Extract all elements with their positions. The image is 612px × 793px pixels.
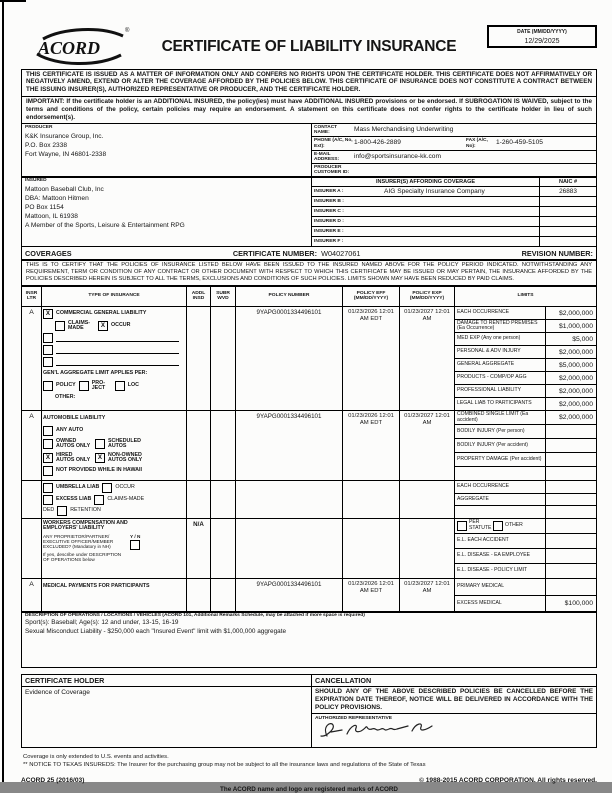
insurer-d-naic [539, 217, 596, 226]
umbrella-occur-checkbox [102, 483, 112, 493]
limit-value [546, 564, 596, 578]
date-value: 12/29/2025 [524, 38, 560, 45]
limit-name: LEGAL LIAB TO PARTICIPANTS [455, 398, 546, 410]
certificate-holder-content: Evidence of Coverage [22, 687, 312, 747]
limit-value [546, 549, 596, 563]
col-header-addl-insd: ADDL INSD [187, 286, 211, 306]
contact-name-label: CONTACT NAME: [314, 124, 338, 136]
wc-type-cell [42, 519, 187, 578]
wc-statute-row [455, 519, 546, 533]
certificate-number-label: CERTIFICATE NUMBER: [232, 248, 318, 258]
footnote-line: ** NOTICE TO TEXAS INSUREDS: The Insurer for the purchasing group may not be subject to all the insurance laws and regulations of the State of Texas [23, 761, 426, 768]
col-header-policy-eff: POLICY EFF (MM/DD/YYYY) [343, 286, 400, 306]
medical-payments-section [22, 579, 596, 612]
excess-claims-made-checkbox [94, 495, 104, 505]
excess-liab-label: EXCESS LIAB [56, 495, 92, 502]
col-header-limits: LIMITS [517, 293, 534, 299]
medical-limits [455, 579, 596, 612]
wc-if-yes-label: If yes, describe under DESCRIPTION OF OPERATIONS below [43, 552, 122, 563]
insured-block [22, 177, 312, 246]
limit-value: $2,000,000 [558, 309, 593, 317]
wc-excluded-checkbox [130, 540, 140, 550]
gl-occur-label: OCCUR [111, 322, 131, 329]
form-footer [21, 777, 597, 784]
limit-value: $2,000,000 [558, 400, 593, 408]
gl-subr-cell [211, 307, 236, 410]
auto-title: AUTOMOBILE LIABILITY [43, 414, 106, 421]
coverage-table-header [22, 286, 596, 307]
wc-na-cell [187, 519, 211, 578]
limit-name: E.L. EACH ACCIDENT [455, 534, 546, 548]
insurers-header: INSURER(S) AFFORDING COVERAGE [375, 178, 476, 185]
gl-addl-cell [187, 307, 211, 410]
gl-project-option: PRO-JECT [91, 379, 106, 392]
registered-mark: ® [125, 28, 130, 34]
insured-line: A Member of the Sports, Leisure & Entertainment RPG [25, 222, 185, 230]
medical-insr-letter: A [22, 579, 42, 612]
date-box [487, 25, 597, 48]
auto-non-owned-label: NON-OWNED AUTOS ONLY [108, 451, 143, 464]
medical-type-cell [42, 579, 187, 612]
limit-value: $2,000,000 [558, 348, 593, 356]
gl-type-cell [42, 307, 187, 410]
email-row [312, 151, 596, 164]
limit-value [546, 506, 596, 518]
umbrella-addl-cell [187, 481, 211, 518]
insured-line: PO Box 1154 [25, 204, 64, 212]
col-header-insr-ltr: INSR LTR [22, 286, 42, 306]
insurers-table [312, 177, 596, 246]
medical-policy-eff: 01/23/2026 12:01 AM EDT [343, 579, 400, 612]
limit-value: $1,000,000 [558, 322, 593, 330]
insurer-b-naic [539, 197, 596, 206]
auto-hawaii-label: NOT PROVIDED WHILE IN HAWAII [56, 467, 142, 474]
insurer-c-naic [539, 207, 596, 216]
limit-name: E.L. DISEASE - POLICY LIMIT [455, 564, 546, 578]
producer-line: K&K Insurance Group, Inc. [25, 133, 104, 141]
footnotes [21, 754, 597, 768]
auto-any-auto-label: ANY AUTO [56, 427, 84, 434]
date-label: DATE (MM/DD/YYYY) [517, 29, 567, 35]
insured-address [25, 185, 308, 230]
umbrella-insr-letter [22, 481, 42, 518]
auto-subr-cell [211, 411, 236, 480]
limit-name: AGGREGATE [455, 494, 546, 506]
insurer-row-c [312, 207, 596, 217]
certify-text: THIS IS TO CERTIFY THAT THE POLICIES OF INSURANCE LISTED BELOW HAVE BEEN ISSUED TO THE INSURED NAMED ABOVE FOR THE POLICY PERIOD INDICATED. NOTWITHSTANDING ANY REQUIREMENT, TERM OR CONDITION OF ANY CONTRACT OR OTHER DOCUMENT WITH RESPECT TO WHICH THIS CERTIFICATE MAY BE ISSUED OR MAY PERTAIN, THE INSURANCE AFFORDED BY THE POLICIES DESCRIBED HEREIN IS SUBJECT TO ALL THE TERMS, EXCLUSIONS AND CONDITIONS OF SUCH POLICIES. LIMITS SHOWN MAY HAVE BEEN REDUCED BY PAID CLAIMS. [26, 262, 592, 283]
umbrella-type-cell [42, 481, 187, 518]
limit-value: $2,000,000 [558, 414, 593, 422]
description-body [22, 619, 596, 667]
trademark-notice: The ACORD name and logo are registered marks of ACORD [220, 785, 398, 793]
certificate-number-value: W04027061 [321, 248, 361, 258]
limit-value [546, 453, 596, 466]
wc-title: WORKERS COMPENSATION AND EMPLOYERS' LIABILITY [43, 520, 128, 532]
gl-policy-number: 9YAPG0001334496101 [236, 307, 343, 410]
producer-customer-id-row [312, 164, 596, 176]
producer-block [22, 124, 312, 177]
phone-fax-row [312, 137, 596, 150]
gl-policy-eff: 01/23/2026 12:01 AM EDT [343, 307, 400, 410]
wc-yn-label: Y / N [130, 533, 141, 539]
gl-loc-checkbox [115, 381, 125, 391]
limit-value [546, 467, 596, 480]
form-number: ACORD 25 (2016/03) [21, 776, 85, 784]
umbrella-occur-label: OCCUR [115, 484, 135, 491]
insured-line: Mattoon Baseball Club, Inc [25, 186, 104, 194]
limit-name: PROFESSIONAL LIABILITY [455, 385, 546, 397]
wc-per-statute-label: PER STATUTE [469, 519, 492, 531]
insurer-a-name: AIG Specialty Insurance Company [384, 188, 485, 196]
auto-addl-cell [187, 411, 211, 480]
wc-subr-cell [211, 519, 236, 578]
general-liability-section [22, 307, 596, 411]
gl-policy-checkbox [43, 381, 53, 391]
auto-hired-label: HIRED AUTOS ONLY [56, 451, 91, 464]
gl-blank-checkbox [43, 333, 53, 343]
limit-name: PRIMARY MEDICAL [455, 579, 546, 595]
acord-form [21, 24, 597, 793]
gl-aggregate-applies-label: GEN'L AGGREGATE LIMIT APPLIES PER: [43, 370, 148, 377]
contact-name-row [312, 124, 596, 137]
gl-project-checkbox [79, 381, 89, 391]
certificate-holder-header: CERTIFICATE HOLDER [22, 675, 312, 686]
gl-limits [455, 307, 596, 410]
excess-claims-made-label: CLAIMS-MADE [107, 495, 145, 502]
cancellation-header: CANCELLATION [315, 676, 372, 686]
umbrella-policy-number [236, 481, 343, 518]
col-header-subr-wvd: SUBR WVD [211, 286, 236, 306]
limit-name: EACH OCCURRENCE [455, 307, 546, 319]
limit-value: $100,000 [564, 600, 593, 608]
limit-value [546, 425, 596, 438]
auto-non-owned-checkbox: X [95, 453, 105, 463]
umbrella-policy-eff [343, 481, 400, 518]
form-header [21, 24, 597, 70]
limit-value [546, 494, 596, 506]
producer-label: PRODUCER [25, 124, 53, 130]
holder-cancellation-section [21, 674, 597, 748]
auto-scheduled-label: SCHEDULED AUTOS [108, 437, 141, 450]
insurer-b-label: INSURER B : [314, 199, 344, 205]
wc-proprietor-label: ANY PROPRIETOR/PARTNER/ EXECUTIVE OFFICER/MEMBER EXCLUDED? (Mandatory in NH) [43, 533, 114, 550]
insurer-row-a [312, 187, 596, 197]
umbrella-subr-cell [211, 481, 236, 518]
gl-loc-option: LOC [127, 382, 139, 389]
insurer-row-e [312, 227, 596, 237]
umbrella-policy-exp [400, 481, 455, 518]
limit-name: PROPERTY DAMAGE (Per accident) [455, 453, 546, 466]
disclaimer-text: THIS CERTIFICATE IS ISSUED AS A MATTER OF INFORMATION ONLY AND CONFERS NO RIGHTS UPON THE CERTIFICATE HOLDER. THIS CERTIFICATE DOES NOT AFFIRMATIVELY OR NEGATIVELY AMEND, EXTEND OR ALTER THE COVERAGE AFFORDED BY THE POLICIES BELOW. THIS CERTIFICATE OF INSURANCE DOES NOT CONSTITUTE A CONTRACT BETWEEN THE ISSUING INSURER(S), AUTHORIZED REPRESENTATIVE OR PRODUCER, AND THE CERTIFICATE HOLDER. [26, 70, 592, 94]
wc-other-checkbox [493, 521, 503, 531]
signature [312, 719, 596, 746]
insured-insurers-section [21, 176, 597, 247]
description-line: Sexual Misconduct Liability - $250,000 each "Insured Event" limit with $1,000,000 aggregate [25, 627, 287, 635]
email-value: info@sportsinsurance-kk.com [354, 152, 441, 160]
signature-icon [315, 719, 465, 741]
gl-occur-checkbox: X [98, 321, 108, 331]
gl-blank-line [56, 334, 179, 342]
acord-logo-text: ACORD [38, 38, 101, 58]
description-header: DESCRIPTION OF OPERATIONS / LOCATIONS / VEHICLES (ACORD 101, Additional Remarks Schedule, may be attached if more space is required) [25, 613, 365, 619]
fax-label: FAX (A/C, No): [466, 138, 488, 149]
auto-owned-checkbox [43, 439, 53, 449]
medical-policy-exp: 01/23/2027 12:01 AM [400, 579, 455, 612]
important-text: IMPORTANT: If the certificate holder is an ADDITIONAL INSURED, the policy(ies) must have ADDITIONAL INSURED provisions or be endorsed. If SUBROGATION IS WAIVED, subject to the terms and conditions of the policy, certain policies may require an endorsement. A statement on this certificate does not confer rights to the certificate holder in lieu of such endorsement(s). [26, 97, 592, 121]
disclaimer-box [21, 69, 597, 98]
certificate-number [233, 249, 361, 258]
limit-name: EACH OCCURRENCE [455, 481, 546, 493]
contact-block [312, 124, 596, 177]
wc-policy-number [236, 519, 343, 578]
auto-policy-eff: 01/23/2026 12:01 AM EDT [343, 411, 400, 480]
scan-top-line [0, 0, 26, 2]
medical-policy-number: 9YAPG0001334496101 [236, 579, 343, 612]
auto-owned-label: OWNED AUTOS ONLY [56, 437, 91, 450]
automobile-liability-section [22, 411, 596, 481]
gl-insr-letter: A [22, 307, 42, 410]
gl-other-label: OTHER: [55, 394, 76, 401]
gl-policy-exp: 01/23/2027 12:01 AM [400, 307, 455, 410]
contact-name-value: Mass Merchandising Underwriting [354, 125, 454, 133]
wc-policy-exp [400, 519, 455, 578]
insurers-header-row [312, 177, 596, 187]
limit-name: PRODUCTS - COMP/OP AGG [455, 372, 546, 384]
gl-blank-line [56, 346, 179, 354]
auto-scheduled-checkbox [95, 439, 105, 449]
important-box [21, 96, 597, 125]
medical-addl-cell [187, 579, 211, 612]
auto-policy-exp: 01/23/2027 12:01 AM [400, 411, 455, 480]
limit-value: $5,000,000 [558, 361, 593, 369]
scan-edge-line [2, 0, 4, 782]
description-of-operations-section [21, 611, 597, 668]
gl-blank-checkbox [43, 357, 53, 367]
producer-customer-id-label: PRODUCER CUSTOMER ID: [314, 165, 350, 176]
retention-checkbox [57, 506, 67, 516]
phone-field [314, 138, 466, 148]
certify-box [21, 259, 597, 287]
ded-label: DED [43, 507, 55, 514]
naic-header: NAIC # [539, 177, 596, 186]
copyright-notice: © 1988-2015 ACORD CORPORATION. All rights reserved. [419, 776, 597, 784]
insurer-d-label: INSURER D : [314, 219, 344, 225]
umbrella-section [22, 481, 596, 519]
limit-name [455, 467, 546, 480]
umbrella-limits [455, 481, 596, 518]
limit-name: BODILY INJURY (Per person) [455, 425, 546, 438]
limit-name: BODILY INJURY (Per accident) [455, 439, 546, 452]
wc-insr-letter [22, 519, 42, 578]
coverages-title: COVERAGES [25, 248, 72, 258]
gl-aggregate-applies-row [43, 368, 185, 380]
insured-line: Mattoon, IL 61938 [25, 213, 78, 221]
umbrella-liab-label: UMBRELLA LIAB [56, 484, 100, 491]
producer-line: Fort Wayne, IN 46801-2338 [25, 151, 107, 159]
wc-per-statute-checkbox [457, 521, 467, 531]
limit-value: $5,000 [572, 335, 593, 343]
limit-value [546, 519, 596, 533]
auto-hawaii-checkbox [43, 466, 53, 476]
limit-value [546, 579, 596, 595]
limit-value [546, 481, 596, 493]
col-header-policy-exp: POLICY EXP (MM/DD/YYYY) [400, 286, 455, 306]
limit-value: $2,000,000 [558, 387, 593, 395]
auto-hired-checkbox: X [43, 453, 53, 463]
wc-limits [455, 519, 596, 578]
auto-policy-number: 9YAPG0001334496101 [236, 411, 343, 480]
insurer-e-label: INSURER E : [314, 229, 344, 235]
gl-policy-option: POLICY [56, 382, 76, 389]
authorized-representative-label: AUTHORIZED REPRESENTATIVE [315, 715, 392, 721]
acord-logo-icon [29, 28, 131, 71]
page-title: CERTIFICATE OF LIABILITY INSURANCE [161, 38, 457, 55]
producer-contact-section [21, 123, 597, 178]
limit-name: MED EXP (Any one person) [455, 333, 546, 345]
limit-value [546, 534, 596, 548]
holder-cancellation-body [22, 687, 596, 747]
description-line: Sport(s): Baseball; Age(s): 12 and under, 13-15, 16-19 [25, 619, 179, 627]
medical-subr-cell [211, 579, 236, 612]
phone-value: 1-800-426-2889 [354, 139, 401, 147]
limit-value [546, 439, 596, 452]
auto-any-auto-checkbox [43, 426, 53, 436]
producer-line: P.O. Box 2338 [25, 142, 68, 150]
limit-name [455, 506, 546, 518]
insurer-a-label: INSURER A : [314, 189, 344, 195]
col-header-policy-number: POLICY NUMBER [236, 286, 343, 306]
fax-field [466, 138, 594, 148]
gl-claims-made-label: CLAIMS-MADE [68, 319, 91, 332]
gl-title: COMMERCIAL GENERAL LIABILITY [56, 310, 147, 317]
col-header-type: TYPE OF INSURANCE [42, 286, 187, 306]
auto-type-cell [42, 411, 187, 480]
limit-name: EXCESS MEDICAL [455, 596, 546, 612]
insurer-e-naic [539, 227, 596, 236]
umbrella-liab-checkbox [43, 483, 53, 493]
workers-comp-section [22, 519, 596, 579]
insured-label: INSURED [25, 178, 47, 184]
insured-line: DBA: Mattoon Hitmen [25, 195, 89, 203]
limit-name: PERSONAL & ADV INJURY [455, 346, 546, 358]
footnote-line: Coverage is only extended to U.S. events and activities. [23, 754, 169, 761]
limit-name: DAMAGE TO RENTED PREMISES (Ea Occurrence) [455, 320, 546, 332]
producer-address [25, 132, 308, 159]
excess-liab-checkbox [43, 495, 53, 505]
auto-limits [455, 411, 596, 480]
insurer-a-naic: 26883 [539, 187, 596, 196]
insurer-c-label: INSURER C : [314, 209, 344, 215]
limit-value: $2,000,000 [558, 374, 593, 382]
gl-commercial-checkbox: X [43, 309, 53, 319]
auto-insr-letter: A [22, 411, 42, 480]
wc-na-value: N/A [193, 520, 204, 528]
phone-label: PHONE (A/C, No, Ext): [314, 138, 353, 149]
coverage-table [21, 285, 597, 613]
gl-blank-checkbox [43, 345, 53, 355]
gl-claims-made-checkbox [55, 321, 65, 331]
gl-blank-line [56, 358, 179, 366]
insurer-row-b [312, 197, 596, 207]
limit-name: COMBINED SINGLE LIMIT (Ea accident) [455, 411, 546, 424]
insurer-row-d [312, 217, 596, 227]
email-label: E-MAIL ADDRESS: [314, 151, 340, 162]
retention-label: RETENTION [70, 507, 101, 514]
limit-name: GENERAL AGGREGATE [455, 359, 546, 371]
fax-value: 1-260-459-5105 [496, 139, 543, 147]
insurer-f-label: INSURER F : [314, 239, 344, 245]
wc-policy-eff [343, 519, 400, 578]
medical-title: MEDICAL PAYMENTS FOR PARTICIPANTS [43, 582, 150, 589]
cancellation-text: SHOULD ANY OF THE ABOVE DESCRIBED POLICIES BE CANCELLED BEFORE THE EXPIRATION DATE THEREOF, NOTICE WILL BE DELIVERED IN ACCORDANCE WITH THE POLICY PROVISIONS. [311, 686, 597, 713]
cancellation-content [312, 687, 596, 747]
revision-number-label: REVISION NUMBER: [521, 248, 593, 258]
limit-name: E.L. DISEASE - EA EMPLOYEE [455, 549, 546, 563]
wc-other-label: OTHER [505, 522, 523, 529]
